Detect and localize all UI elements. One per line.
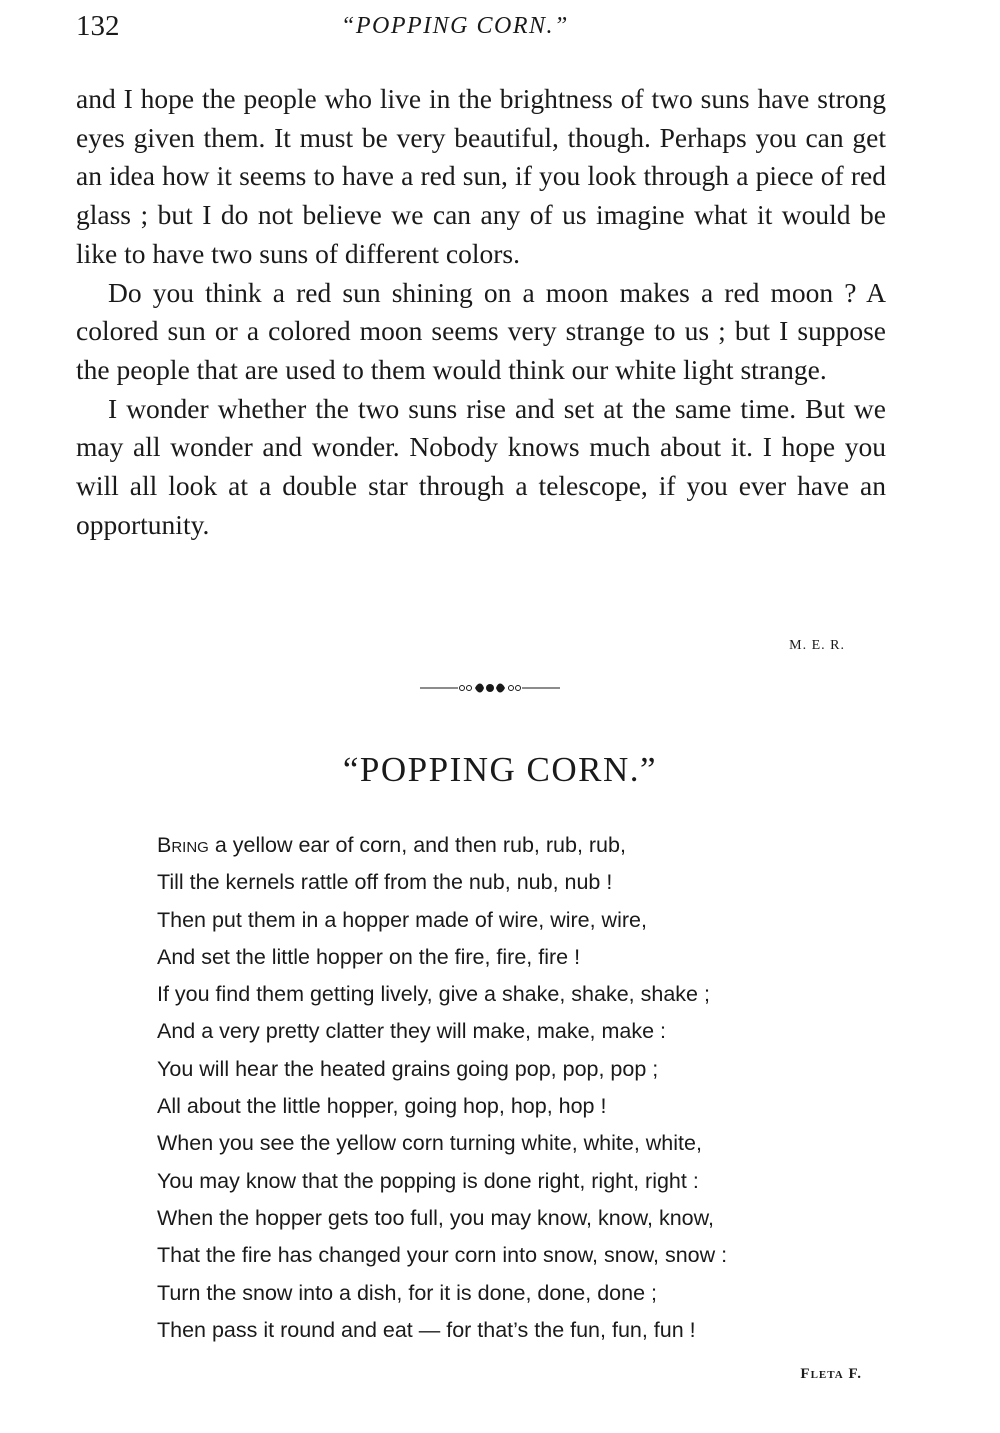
poem-first-line-text: a yellow ear of corn, and then rub, rub, rub, [208,833,626,857]
poem-line: All about the little hopper, going hop, hop, hop ! [157,1094,607,1119]
poem-line: Then put them in a hopper made of wire, wire, wire, [157,907,647,932]
poem-line: And set the little hopper on the fire, fire, fire ! [157,944,581,969]
poem-line: That the fire has changed your corn into snow, snow, snow : [157,1243,728,1268]
poem-signature: Fleta F. [800,1366,862,1382]
poem-first-word: Bring [157,833,209,857]
poem-body [157,827,877,1349]
poem-line [157,827,877,864]
poem-line: Then pass it round and eat — for that’s the fun, fun, fun ! [157,1317,696,1342]
prose-section [76,80,886,544]
running-head: “POPPING CORN.” [341,13,569,39]
poem-title: “POPPING CORN.” [342,750,658,789]
ornament-divider [420,679,560,697]
poem-line: When the hopper gets too full, you may know, know, know, [157,1205,714,1230]
prose-signature: M. E. R. [789,638,845,653]
page-number: 132 [76,10,120,42]
prose-paragraph-3: I wonder whether the two suns rise and set at the same time. But we may all wonder and wonder. Nobody knows much about it. I hope you will all look at a double star through a telescope, if you ever have an opportunity. [76,392,886,540]
poem-line: Turn the snow into a dish, for it is done, done, done ; [157,1280,657,1305]
poem-line: When you see the yellow corn turning white, white, white, [157,1131,702,1156]
page-header [76,6,886,46]
prose-paragraph-2: Do you think a red sun shining on a moon makes a red moon ? A colored sun or a colored moon seems very strange to us ; but I suppose the people that are used to them would think our white light strange. [76,276,886,385]
poem-line: You will hear the heated grains going pop, pop, pop ; [157,1056,659,1081]
poem-line: If you find them getting lively, give a shake, shake, shake ; [157,982,710,1007]
poem-line: Till the kernels rattle off from the nub, nub, nub ! [157,870,613,895]
poem-line: And a very pretty clatter they will make, make, make : [157,1019,667,1044]
poem-line: You may know that the popping is done right, right, right : [157,1168,699,1193]
prose-paragraph-1: and I hope the people who live in the brightness of two suns have strong eyes given them. It must be very beautiful, though. Perhaps you can get an idea how it seems to have a red sun, if you look through a piece of red glass ; but I do not believe we can any of us imagine what it would be like to have two suns of different colors. [76,83,886,269]
